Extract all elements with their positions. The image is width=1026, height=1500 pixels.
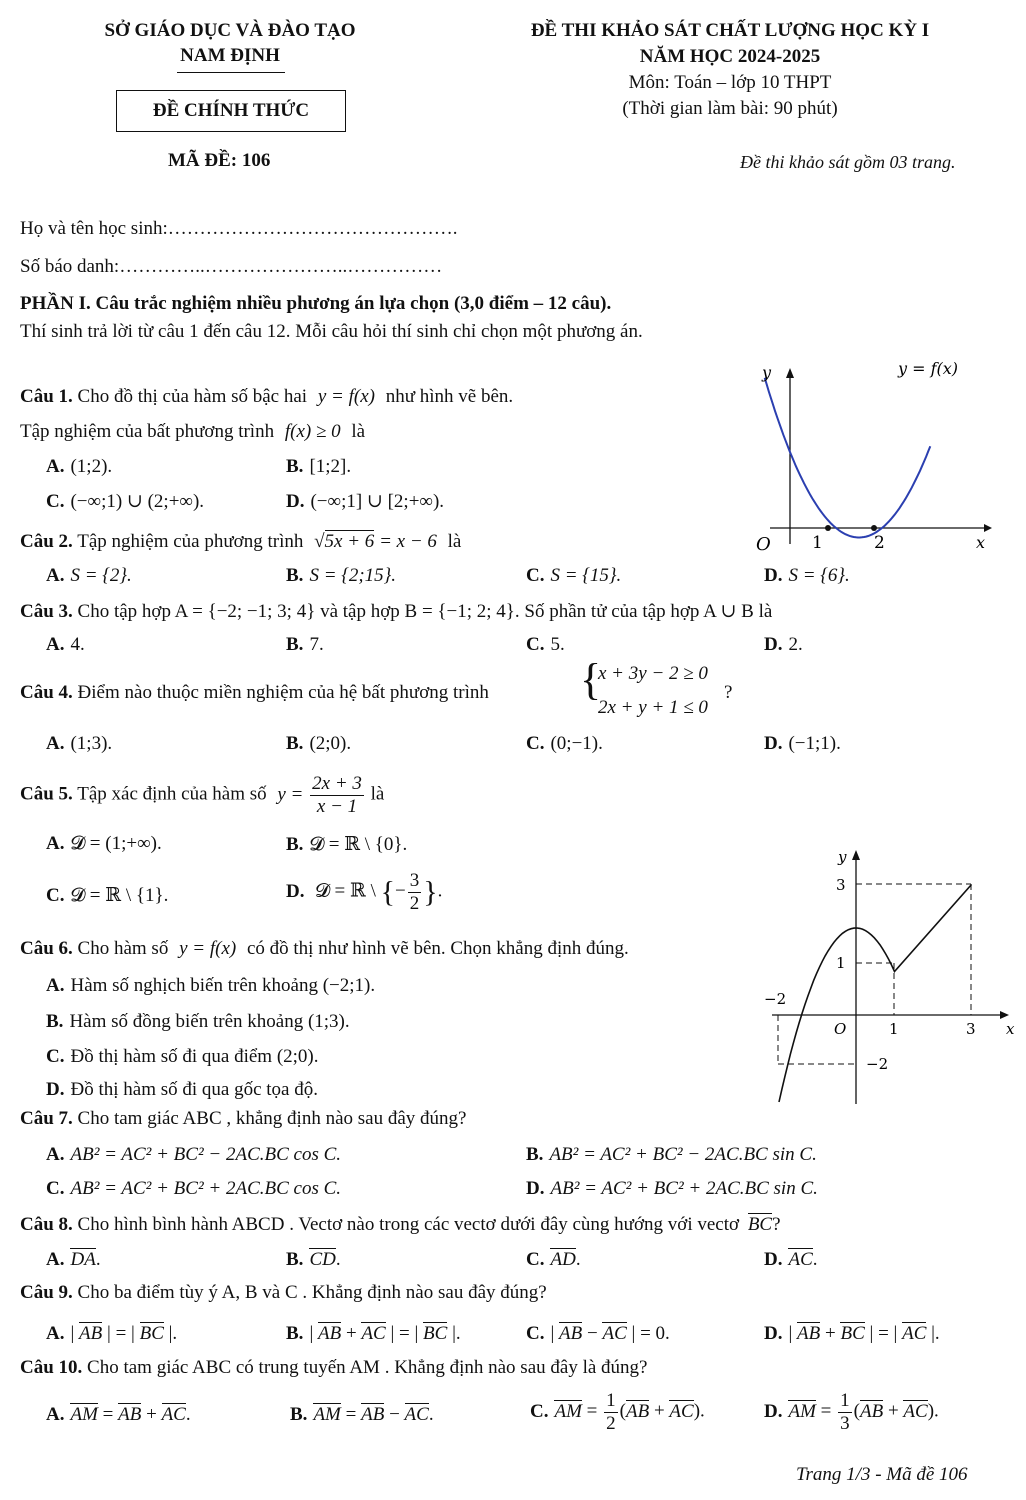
q3-option-d[interactable]: D. 2. [764,634,803,655]
q8-stem [20,1213,781,1236]
q5-option-a[interactable]: A. 𝓓 = (1;+∞). [46,833,162,854]
q6-text: Cho hàm số [77,938,169,959]
exam-code: MÃ ĐỀ: 106 [168,150,271,171]
q5-option-d-prefix: 𝓓 = ℝ \ [315,880,376,902]
q9-b-vec3: BC [423,1323,448,1344]
q4-question-mark: ? [724,682,733,703]
q4-option-c[interactable]: C. (0;−1). [526,733,603,754]
tick-y1: 1 [836,954,846,972]
q4-option-c-text: (0;−1). [550,733,603,754]
q6-option-a[interactable]: A. Hàm số nghịch biến trên khoảng (−2;1). [46,975,376,996]
q1-text-after: như hình vẽ bên. [385,386,514,407]
q7-option-b-text: AB² = AC² + BC² − 2AC.BC sin C. [549,1144,817,1165]
q6-option-b[interactable]: B. Hàm số đồng biến trên khoảng (1;3). [46,1011,350,1032]
q5-option-d-den: 2 [409,892,420,914]
tick-label-2: 2 [874,533,885,553]
q9-label: Câu 9. [20,1282,73,1303]
section-instructions: Thí sinh trả lời từ câu 1 đến câu 12. Mỗi câu hỏi thí sinh chỉ chọn một phương án. [20,321,643,342]
q2-option-a[interactable]: A. S = {2}. [46,565,132,586]
q8-option-a[interactable]: A. DA. [46,1249,101,1270]
q5-fraction [310,773,364,818]
q2-option-c-text: S = {15}. [550,565,622,586]
q7-text: Cho tam giác ABC , khẳng định nào sau đây đúng? [77,1108,467,1129]
q2-option-c[interactable]: C. S = {15}. [526,565,622,586]
q8-option-b[interactable]: B. CD. [286,1249,341,1270]
q1-option-c[interactable]: C. (−∞;1) ∪ (2;+∞). [46,491,205,512]
q10-c-den: 2 [606,1412,616,1434]
tick-label-1: 1 [812,533,823,553]
q9-d-vec1: AB [797,1323,821,1344]
q6-option-c[interactable]: C. Đồ thị hàm số đi qua điểm (2;0). [46,1046,319,1067]
q3-option-c-text: 5. [550,634,565,655]
tick-yneg2: −2 [866,1055,889,1073]
origin-label: O [834,1020,847,1038]
student-name-line: Họ và tên học sinh:………………………………………. [20,218,458,239]
exam-title: ĐỀ THI KHẢO SÁT CHẤT LƯỢNG HỌC KỲ I [530,20,930,41]
q8-option-c[interactable]: C. AD. [526,1249,581,1270]
q2-after: là [447,531,462,552]
x-axis-arrow [1000,1011,1009,1019]
x-axis-label: x [1006,1020,1015,1038]
curve-label: y = f(x) [898,359,959,378]
q7-option-d-text: AB² = AC² + BC² + 2AC.BC sin C. [550,1178,818,1199]
q1-text: Cho đồ thị của hàm số bậc hai [77,386,308,407]
q5-lhs: y = [277,783,304,805]
q2-option-d-text: S = {6}. [788,565,850,586]
student-id-line: Số báo danh:…………..…………………..…………… [20,256,443,277]
y-axis-label: y [762,363,772,382]
q3-option-d-text: 2. [788,634,803,655]
q3-option-a-text: 4. [70,634,85,655]
q4-stem [20,682,489,704]
school-year: NĂM HỌC 2024-2025 [639,46,821,67]
q5-numerator: 2x + 3 [312,773,362,794]
q9-b-vec2: AC [361,1323,386,1344]
q2-radicand: 5x + 6 [324,531,375,552]
q10-option-b[interactable]: B. AM = AB − AC. [290,1404,434,1425]
x-axis-arrow [984,524,992,532]
subject: Môn: Toán – lớp 10 THPT [628,72,832,93]
root-point-2 [871,525,877,531]
q2-stem: Câu 2. Tập nghiệm của phương trình √5x + 6 = x − 6 là [20,531,462,552]
q2-rhs: = x − 6 [379,531,437,552]
q5-option-d-num: 3 [409,870,420,891]
q10-c-num: 1 [606,1390,616,1411]
q1-line2-formula: f(x) ≥ 0 [284,421,341,442]
q9-a-vec2: BC [139,1323,164,1344]
q10-label: Câu 10. [20,1357,83,1378]
q8-target-vector: BC [747,1214,773,1235]
q3-stem [20,600,772,623]
q5-option-d-sign: − [395,880,406,902]
q1-line2-after: là [351,421,366,442]
q2-option-a-text: S = {2}. [70,565,132,586]
official-box [116,90,346,132]
header-underline [177,72,285,73]
q6-label: Câu 6. [20,938,73,959]
q8-label: Câu 8. [20,1214,73,1235]
section-title: PHẦN I. Câu trắc nghiệm nhiều phương án lựa chọn (3,0 điểm – 12 câu). [20,293,612,314]
q10-option-c[interactable]: C. AM = $\frac{1}{2}$ (AB + AC). [530,1390,705,1434]
q4-option-d[interactable]: D. (−1;1). [764,733,841,754]
q5-option-c[interactable]: C. 𝓓 = ℝ \ {1}. [46,885,169,906]
q5-stem [20,773,384,818]
q6-option-d[interactable]: D. Đồ thị hàm số đi qua gốc tọa độ. [46,1079,318,1100]
q4-text: Điểm nào thuộc miền nghiệm của hệ bất phương trình [77,682,489,703]
q9-option-d[interactable]: D. | AB + BC | = | AC |. [764,1323,940,1344]
q1-option-c-text: (−∞;1) ∪ (2;+∞). [70,491,205,512]
q8-option-d-vector: AC [788,1249,813,1270]
q9-b-vec1: AB [318,1323,342,1344]
pages-note: Đề thi khảo sát gồm 03 trang. [740,152,956,172]
q8-text: Cho hình bình hành ABCD . Vectơ nào trong các vectơ dưới đây cùng hướng với vectơ [77,1214,740,1235]
piecewise-figure [760,842,1022,1114]
q1-option-b[interactable]: B. [1;2]. [286,456,352,477]
root-point-1 [825,525,831,531]
q6-text-after: có đồ thị như hình vẽ bên. Chọn khẳng định đúng. [246,938,629,959]
tick-xneg2: −2 [764,990,787,1008]
q5-option-d[interactable]: D. 𝓓 = ℝ \ {− $\frac{3}{2}$ }. [286,870,443,914]
q3-label: Câu 3. [20,601,73,622]
q10-option-a[interactable]: A. AM = AB + AC. [46,1404,191,1425]
q1-stem [20,386,513,408]
q1-label: Câu 1. [20,386,73,407]
q7-label: Câu 7. [20,1108,73,1129]
q9-option-b[interactable]: B. | AB + AC | = | BC |. [286,1323,461,1344]
q1-line2 [20,421,365,443]
q6-option-c-text: Đồ thị hàm số đi qua điểm (2;0). [70,1046,319,1067]
page-footer: Trang 1/3 - Mã đề 106 [796,1464,968,1485]
q5-option-a-text: 𝓓 = (1;+∞). [70,833,162,854]
q1-line2-text: Tập nghiệm của bất phương trình [20,421,275,442]
y-axis-arrow [786,368,794,378]
q4-option-a[interactable]: A. (1;3). [46,733,113,754]
q4-inequality-1: x + 3y − 2 ≥ 0 [598,663,708,684]
tick-y3: 3 [836,876,846,894]
q3-option-b[interactable]: B. 7. [286,634,324,655]
q10-d-den: 3 [840,1412,850,1434]
q7-option-b[interactable]: B. AB² = AC² + BC² − 2AC.BC sin C. [526,1144,817,1165]
q9-text: Cho ba điểm tùy ý A, B và C . Khẳng định nào sau đây đúng? [77,1282,547,1303]
q4-option-d-text: (−1;1). [788,733,841,754]
q4-option-b-text: (2;0). [309,733,352,754]
q9-c-vec1: AB [559,1323,583,1344]
q2-label: Câu 2. [20,531,73,552]
q7-option-a-text: AB² = AC² + BC² − 2AC.BC cos C. [70,1144,342,1165]
q9-d-vec3: AC [902,1323,927,1344]
q8-qmark: ? [772,1214,781,1235]
q7-stem [20,1108,466,1130]
q8-option-a-vector: DA [70,1249,96,1270]
q10-option-d[interactable]: D. AM = $\frac{1}{3}$ (AB + AC). [764,1390,939,1434]
q9-option-a[interactable]: A. | AB | = | BC |. [46,1323,178,1344]
origin-label: O [756,534,771,555]
y-axis-arrow [852,850,860,860]
q9-stem [20,1282,547,1304]
q5-option-b[interactable]: B. 𝓓 = ℝ \ {0}. [286,834,408,855]
q4-inequality-2: 2x + y + 1 ≤ 0 [598,697,708,718]
q6-formula: y = f(x) [179,938,237,959]
dept-line2: NAM ĐỊNH [180,45,280,66]
q7-option-d[interactable]: D. AB² = AC² + BC² + 2AC.BC sin C. [526,1178,818,1199]
q10-d-num: 1 [840,1390,850,1411]
q3-text: Cho tập hợp A = {−2; −1; 3; 4} và tập hợp B = {−1; 2; 4}. Số phần tử của tập hợp A ∪ B là [77,601,773,622]
q5-option-c-text: 𝓓 = ℝ \ {1}. [70,885,169,906]
q9-d-vec2: BC [840,1323,865,1344]
q1-option-a[interactable]: A. (1;2). [46,456,113,477]
q8-option-d[interactable]: D. AC. [764,1249,818,1270]
y-axis-label: y [838,848,847,866]
q6-option-a-text: Hàm số nghịch biến trên khoảng (−2;1). [70,975,376,996]
q6-stem [20,938,629,960]
tick-x3: 3 [966,1020,976,1038]
q8-option-c-vector: AD [550,1249,576,1270]
q5-label: Câu 5. [20,783,73,805]
q3-option-b-text: 7. [309,634,324,655]
dept-line1: SỞ GIÁO DỤC VÀ ĐÀO TẠO [104,20,356,41]
q9-option-c[interactable]: C. | AB − AC | = 0. [526,1323,670,1344]
q5-denominator: x − 1 [316,795,358,817]
q2-option-b-text: S = {2;15}. [309,565,397,586]
q1-option-b-text: [1;2]. [309,456,352,477]
q2-option-b[interactable]: B. S = {2;15}. [286,565,397,586]
q2-option-d[interactable]: D. S = {6}. [764,565,850,586]
duration: (Thời gian làm bài: 90 phút) [622,98,838,119]
q1-option-a-text: (1;2). [70,456,113,477]
q9-c-vec2: AC [602,1323,627,1344]
q4-brace: { [580,655,602,704]
x-axis-label: x [976,533,986,552]
q7-option-a[interactable]: A. AB² = AC² + BC² − 2AC.BC cos C. [46,1144,342,1165]
q4-label: Câu 4. [20,682,73,703]
official-label: ĐỀ CHÍNH THỨC [152,100,310,121]
q1-option-d-text: (−∞;1] ∪ [2;+∞). [310,491,445,512]
parabola-figure [752,356,1002,556]
q7-option-c[interactable]: C. AB² = AC² + BC² + 2AC.BC cos C. [46,1178,342,1199]
q1-formula: y = f(x) [317,386,375,407]
q3-option-a[interactable]: A. 4. [46,634,85,655]
q8-option-b-vector: CD [309,1249,336,1270]
q6-option-d-text: Đồ thị hàm số đi qua gốc tọa độ. [70,1079,318,1100]
q1-option-d[interactable]: D. (−∞;1] ∪ [2;+∞). [286,491,445,512]
q4-option-a-text: (1;3). [70,733,113,754]
q5-text: Tập xác định của hàm số [77,783,267,805]
q3-option-c[interactable]: C. 5. [526,634,565,655]
q5-option-b-text: 𝓓 = ℝ \ {0}. [309,834,408,855]
q5-after: là [370,783,385,805]
q4-option-b[interactable]: B. (2;0). [286,733,352,754]
q2-text: Tập nghiệm của phương trình [77,531,304,552]
q7-option-c-text: AB² = AC² + BC² + 2AC.BC cos C. [70,1178,342,1199]
q6-option-b-text: Hàm số đồng biến trên khoảng (1;3). [69,1011,350,1032]
q10-stem [20,1357,647,1379]
q10-text: Cho tam giác ABC có trung tuyến AM . Khẳng định nào sau đây là đúng? [87,1357,648,1378]
q9-a-vec1: AB [79,1323,103,1344]
tick-x1: 1 [889,1020,899,1038]
